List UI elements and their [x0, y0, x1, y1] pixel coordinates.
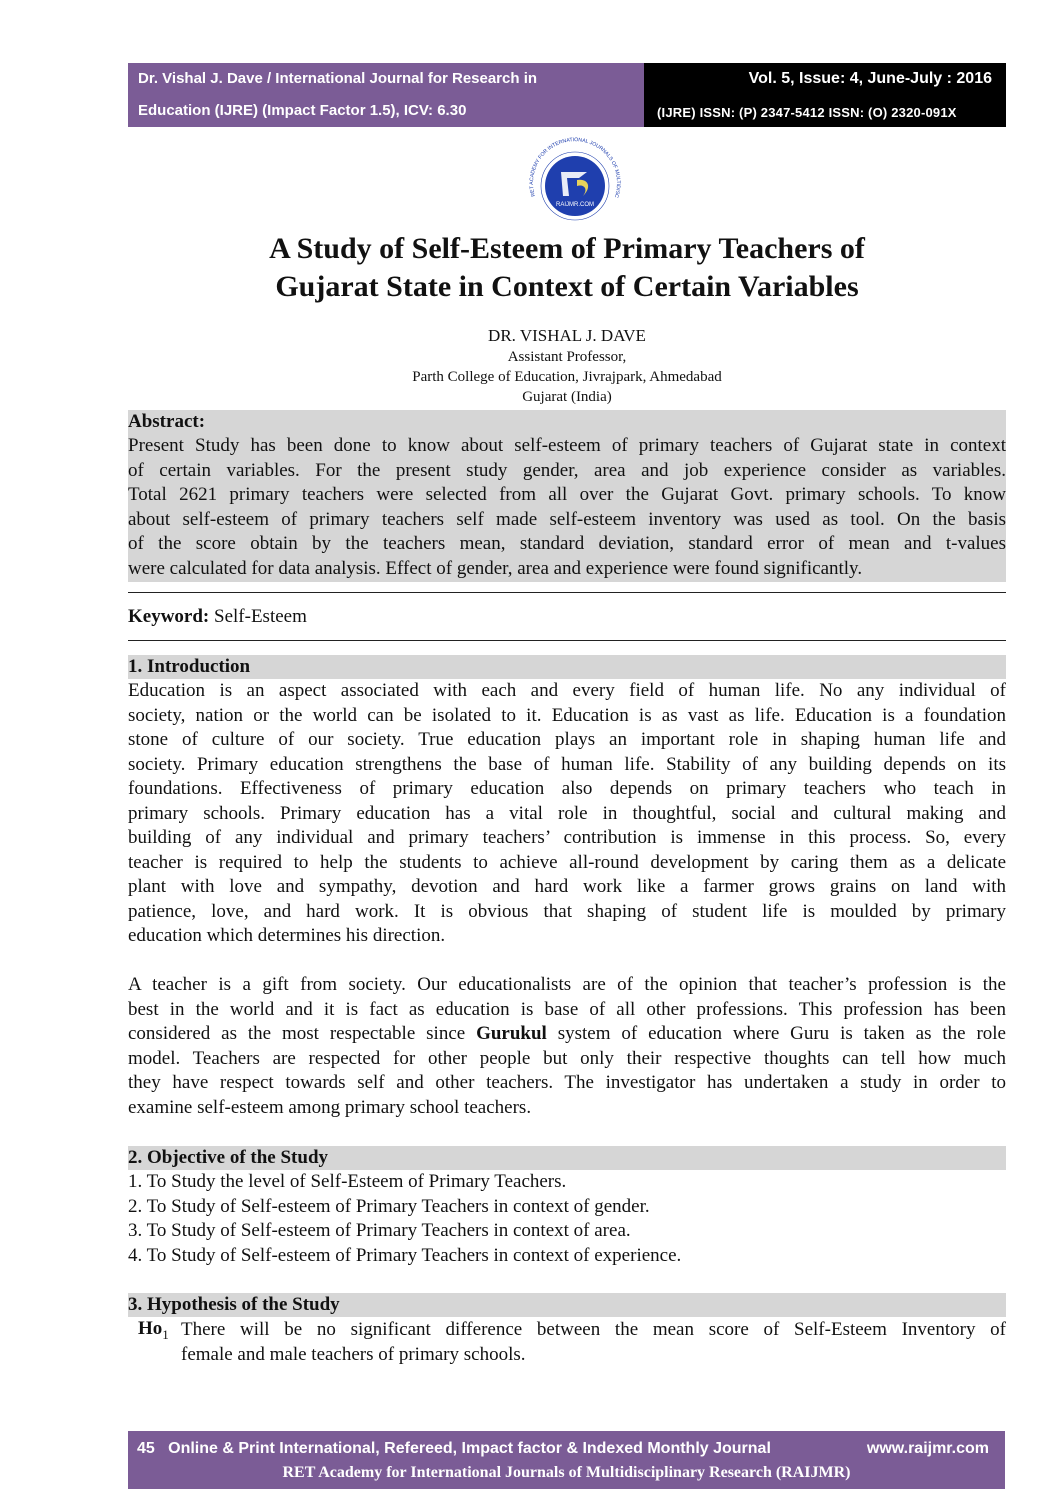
hypothesis-label-text: Ho [138, 1318, 163, 1339]
divider [128, 640, 1006, 641]
abstract-line: about self-esteem of primary teachers self made self-esteem inventory was used as tool. On the basis [128, 508, 1006, 530]
author-place: Gujarat (India) [522, 389, 612, 405]
footer-line-2: RET Academy for International Journals of Multidisciplinary Research (RAIJMR) [282, 1464, 851, 1481]
paragraph-line: education which determines his direction. [128, 925, 446, 946]
abstract-heading: Abstract: [128, 411, 206, 432]
paragraph-line: best in the world and it is fact as education is base of all other professions. This profession has been [128, 998, 1006, 1020]
footer-journal-desc: Online & Print International, Refereed, Impact factor & Indexed Monthly Journal [168, 1440, 771, 1457]
paragraph-line: building of any individual and primary teachers’ contribution is immense in this process. So, every [128, 827, 1006, 848]
abstract-line: were calculated for data analysis. Effect of gender, area and experience were found significantly. [128, 557, 863, 579]
objective-item: 1. To Study the level of Self-Esteem of Primary Teachers. [128, 1171, 567, 1192]
page-footer [128, 1431, 1005, 1489]
journal-header-right [644, 63, 1006, 127]
divider [128, 592, 1006, 593]
paragraph-line: teacher is required to help the students to achieve all-round development by caring them as a delicate [128, 851, 1006, 873]
abstract-block [128, 410, 1006, 582]
title-line-2: Gujarat State in Context of Certain Variables [275, 270, 859, 303]
title-line-1: A Study of Self-Esteem of Primary Teachers of [269, 232, 865, 265]
paragraph-line: patience, love, and hard work. It is obvious that shaping of student life is moulded by primary [128, 900, 1006, 922]
hypothesis-label-sub: 1 [162, 1326, 169, 1342]
introduction-paragraph-1 [128, 679, 1006, 949]
hypothesis-label [138, 1318, 169, 1343]
abstract-line: Present Study has been done to know about self-esteem of primary teachers of Gujarat state in context [128, 435, 1006, 456]
section-heading-introduction: 1. Introduction [128, 655, 1006, 679]
author-name: DR. VISHAL J. DAVE [488, 326, 646, 345]
header-author-journal: Dr. Vishal J. Dave / International Journal for Research in [138, 70, 538, 87]
hypothesis-text [181, 1318, 1006, 1367]
keyword-value: Self-Esteem [209, 606, 307, 627]
hypothesis-line: female and male teachers of primary schools. [181, 1343, 526, 1365]
page-number: 45 [137, 1440, 155, 1457]
paragraph-line-gurukul [128, 1022, 1006, 1047]
section-heading-hypothesis: 3. Hypothesis of the Study [128, 1293, 1006, 1317]
paragraph-line: society. Primary education strengthens the base of human life. Stability of any building depends on its [128, 753, 1006, 775]
paragraph-line: Education is an aspect associated with each and every field of human life. No any individual of [128, 680, 1006, 701]
paragraph-line: examine self-esteem among primary school teachers. [128, 1096, 532, 1118]
objective-item: 3. To Study of Self-esteem of Primary Teachers in context of area. [128, 1220, 631, 1241]
author-college: Parth College of Education, Jivrajpark, Ahmedabad [412, 369, 722, 385]
footer-line-1 [137, 1440, 771, 1458]
abstract-line: of the score obtain by the teachers mean, standard deviation, standard error of mean and t-values [128, 533, 1006, 554]
paragraph-line: model. Teachers are respected for other people but only their respective thoughts can tell how much [128, 1047, 1006, 1069]
abstract-line: of certain variables. For the present study gender, area and job experience consider as variables. [128, 459, 1006, 481]
journal-header-left [128, 63, 644, 127]
paragraph-line: plant with love and sympathy, devotion and hard work like a farmer grows grains on land with [128, 876, 1006, 897]
abstract-text [128, 434, 1006, 581]
header-issn: (IJRE) ISSN: (P) 2347-5412 ISSN: (O) 2320-091X [657, 105, 957, 120]
objective-item: 2. To Study of Self-esteem of Primary Teachers in context of gender. [128, 1195, 650, 1217]
text-run: considered as the most respectable since [128, 1023, 477, 1044]
header-volume-issue: Vol. 5, Issue: 4, June-July : 2016 [748, 70, 992, 87]
gurukul-bold: Gurukul [476, 1023, 547, 1044]
text-run: system of education where Guru is taken as the role [546, 1023, 1006, 1044]
paragraph-line: primary schools. Primary education has a vital role in thoughtful, social and cultural making and [128, 802, 1006, 824]
abstract-line: Total 2621 primary teachers were selected from all over the Gujarat Govt. primary schools. To know [128, 484, 1006, 505]
paragraph-line: society, nation or the world can be isolated to it. Education is as vast as life. Education is a foundation [128, 704, 1006, 726]
paragraph-line: they have respect towards self and other teachers. The investigator has undertaken a study in order to [128, 1072, 1006, 1093]
introduction-paragraph-2 [128, 973, 1006, 1120]
raijmr-logo [517, 134, 633, 234]
header-journal-impact: Education (IJRE) (Impact Factor 1.5), ICV: 6.30 [138, 102, 467, 119]
footer-url: www.raijmr.com [866, 1440, 989, 1457]
objective-item: 4. To Study of Self-esteem of Primary Teachers in context of experience. [128, 1244, 682, 1266]
keyword-line [128, 606, 307, 628]
section-heading-objective: 2. Objective of the Study [128, 1146, 1006, 1170]
paragraph-line: foundations. Effectiveness of primary education also depends on primary teachers who teach in [128, 778, 1006, 799]
keyword-label: Keyword: [128, 606, 210, 627]
objective-list [128, 1170, 1006, 1268]
logo-ring-text: RET ACADEMY FOR INTERNATIONAL JOURNALS OF MULTIDISC [528, 137, 622, 199]
paper-title [128, 230, 1006, 306]
hypothesis-line: There will be no significant difference between the mean score of Self-Esteem Inventory of [181, 1319, 1006, 1340]
author-role: Assistant Professor, [507, 349, 627, 365]
paragraph-line: A teacher is a gift from society. Our educationalists are of the opinion that teacher’s profession is the [128, 974, 1006, 995]
logo-text: RAIJMR.COM [556, 202, 594, 208]
paragraph-line: stone of culture of our society. True education plays an important role in shaping human life and [128, 729, 1006, 750]
